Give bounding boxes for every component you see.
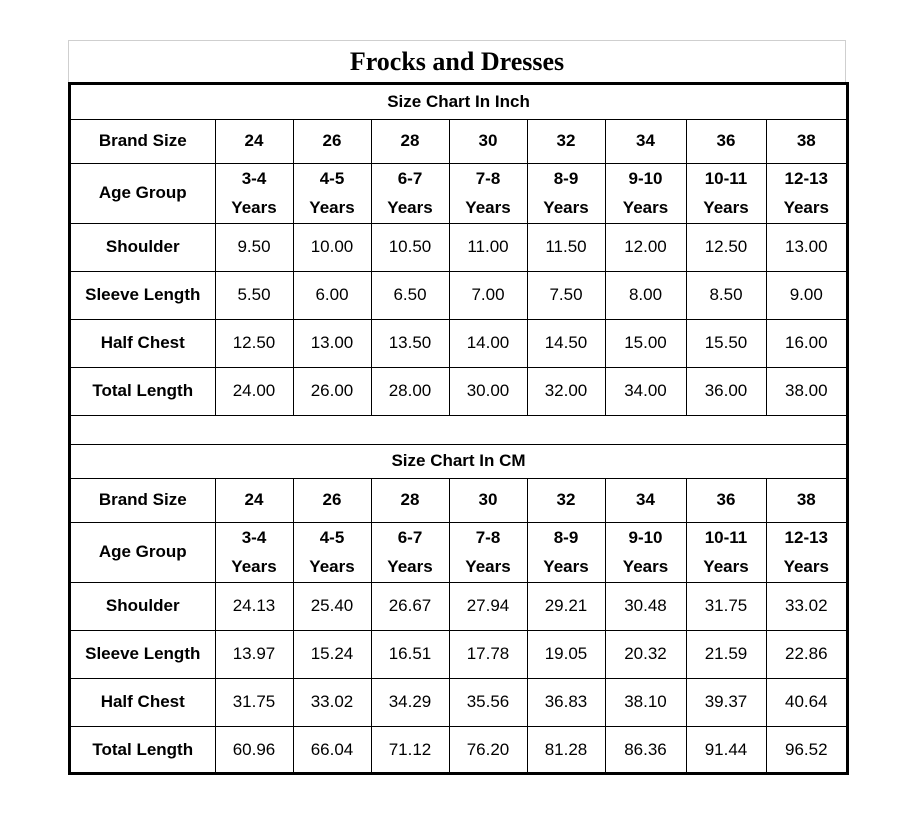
row-label-age-group: Age Group [71,163,215,223]
brand-size-cell: 32 [527,119,605,163]
measurement-cell: 12.50 [686,223,766,271]
age-range: 6-7 [397,528,423,547]
measurement-cell: 39.37 [686,678,766,726]
age-unit: Years [465,198,511,217]
size-chart-frame [68,82,849,775]
measurement-cell: 7.00 [449,271,527,319]
measurement-cell: 21.59 [686,630,766,678]
brand-size-cell: 30 [449,119,527,163]
measurement-cell: 26.00 [293,367,371,415]
measurement-cell: 36.00 [686,367,766,415]
measurement-cell: 10.00 [293,223,371,271]
measurement-cell: 38.10 [605,678,686,726]
brand-size-cell: 34 [605,119,686,163]
measurement-row-total-length [71,726,846,774]
age-unit: Years [703,198,749,217]
brand-size-cell: 30 [449,478,527,522]
measurement-cell: 12.50 [215,319,293,367]
age-unit: Years [465,557,511,576]
age-unit: Years [783,198,829,217]
age-range: 10-11 [704,169,748,188]
age-group-cell [293,522,371,582]
measurement-row-half-chest [71,319,846,367]
brand-size-cell: 26 [293,478,371,522]
age-group-row [71,522,846,582]
measurement-cell: 19.05 [527,630,605,678]
row-label-brand-size: Brand Size [71,478,215,522]
measurement-cell: 30.00 [449,367,527,415]
size-chart-table [71,85,846,774]
measurement-cell: 34.00 [605,367,686,415]
measurement-cell: 33.02 [766,582,846,630]
age-range: 4-5 [319,528,345,547]
row-label-brand-size: Brand Size [71,119,215,163]
row-label-half-chest: Half Chest [71,678,215,726]
measurement-cell: 17.78 [449,630,527,678]
measurement-cell: 81.28 [527,726,605,774]
age-unit: Years [309,198,355,217]
age-group-cell [766,163,846,223]
measurement-cell: 29.21 [527,582,605,630]
brand-size-cell: 34 [605,478,686,522]
measurement-cell: 7.50 [527,271,605,319]
age-range: 9-10 [628,169,663,188]
measurement-cell: 96.52 [766,726,846,774]
measurement-cell: 36.83 [527,678,605,726]
chart-title: Frocks and Dresses [349,46,565,76]
measurement-cell: 25.40 [293,582,371,630]
row-label-shoulder: Shoulder [71,582,215,630]
measurement-cell: 12.00 [605,223,686,271]
brand-size-cell: 36 [686,478,766,522]
row-label-half-chest: Half Chest [71,319,215,367]
age-range: 12-13 [784,528,829,547]
measurement-cell: 86.36 [605,726,686,774]
measurement-cell: 14.50 [527,319,605,367]
age-group-cell [371,163,449,223]
age-group-cell [527,163,605,223]
measurement-cell: 11.00 [449,223,527,271]
measurement-cell: 38.00 [766,367,846,415]
age-unit: Years [703,557,749,576]
measurement-cell: 9.50 [215,223,293,271]
measurement-cell: 13.50 [371,319,449,367]
brand-size-cell: 28 [371,478,449,522]
measurement-cell: 5.50 [215,271,293,319]
age-group-cell [215,522,293,582]
chart-title-box [68,40,846,82]
section-spacer-row [71,415,846,444]
age-unit: Years [387,557,433,576]
measurement-row-sleeve-length [71,630,846,678]
age-group-cell [605,163,686,223]
measurement-cell: 20.32 [605,630,686,678]
age-unit: Years [783,557,829,576]
age-group-cell [293,163,371,223]
measurement-cell: 28.00 [371,367,449,415]
measurement-cell: 35.56 [449,678,527,726]
measurement-cell: 24.13 [215,582,293,630]
measurement-cell: 14.00 [449,319,527,367]
measurement-cell: 22.86 [766,630,846,678]
measurement-cell: 26.67 [371,582,449,630]
measurement-cell: 15.00 [605,319,686,367]
section-heading-row-inch [71,85,846,119]
age-group-cell [527,522,605,582]
brand-size-cell: 24 [215,119,293,163]
measurement-cell: 6.50 [371,271,449,319]
measurement-cell: 91.44 [686,726,766,774]
age-range: 8-9 [553,169,579,188]
age-unit: Years [543,557,589,576]
measurement-cell: 71.12 [371,726,449,774]
measurement-row-half-chest [71,678,846,726]
brand-size-row [71,478,846,522]
section-heading: Size Chart In CM [71,444,846,478]
measurement-cell: 60.96 [215,726,293,774]
age-group-cell [686,163,766,223]
measurement-cell: 34.29 [371,678,449,726]
measurement-cell: 33.02 [293,678,371,726]
measurement-row-sleeve-length [71,271,846,319]
measurement-cell: 13.00 [766,223,846,271]
age-unit: Years [622,557,669,576]
spacer-cell [71,415,846,444]
age-range: 9-10 [628,528,663,547]
measurement-row-shoulder [71,582,846,630]
age-group-cell [449,522,527,582]
measurement-cell: 15.50 [686,319,766,367]
measurement-cell: 6.00 [293,271,371,319]
brand-size-cell: 38 [766,478,846,522]
measurement-cell: 76.20 [449,726,527,774]
age-group-row [71,163,846,223]
section-heading: Size Chart In Inch [71,85,846,119]
measurement-cell: 30.48 [605,582,686,630]
age-group-cell [605,522,686,582]
age-group-cell [215,163,293,223]
measurement-cell: 10.50 [371,223,449,271]
brand-size-cell: 24 [215,478,293,522]
age-unit: Years [543,198,589,217]
brand-size-row [71,119,846,163]
age-range: 7-8 [475,528,501,547]
row-label-shoulder: Shoulder [71,223,215,271]
age-unit: Years [387,198,433,217]
measurement-cell: 13.97 [215,630,293,678]
row-label-sleeve-length: Sleeve Length [71,630,215,678]
age-range: 8-9 [553,528,579,547]
measurement-row-shoulder [71,223,846,271]
measurement-cell: 13.00 [293,319,371,367]
measurement-cell: 8.00 [605,271,686,319]
row-label-sleeve-length: Sleeve Length [71,271,215,319]
age-range: 4-5 [319,169,345,188]
brand-size-cell: 28 [371,119,449,163]
measurement-cell: 24.00 [215,367,293,415]
age-unit: Years [231,198,277,217]
measurement-cell: 11.50 [527,223,605,271]
age-unit: Years [309,557,355,576]
age-group-cell [766,522,846,582]
measurement-cell: 15.24 [293,630,371,678]
measurement-cell: 27.94 [449,582,527,630]
age-range: 6-7 [397,169,423,188]
brand-size-cell: 26 [293,119,371,163]
age-range: 7-8 [475,169,501,188]
row-label-age-group: Age Group [71,522,215,582]
age-range: 10-11 [704,528,748,547]
age-range: 3-4 [241,169,267,188]
measurement-cell: 16.00 [766,319,846,367]
age-group-cell [686,522,766,582]
section-heading-row-cm [71,444,846,478]
row-label-total-length: Total Length [71,726,215,774]
measurement-cell: 8.50 [686,271,766,319]
age-unit: Years [231,557,277,576]
age-range: 12-13 [784,169,829,188]
brand-size-cell: 38 [766,119,846,163]
brand-size-cell: 32 [527,478,605,522]
measurement-cell: 66.04 [293,726,371,774]
measurement-cell: 32.00 [527,367,605,415]
age-range: 3-4 [241,528,267,547]
measurement-cell: 16.51 [371,630,449,678]
age-group-cell [449,163,527,223]
brand-size-cell: 36 [686,119,766,163]
measurement-row-total-length [71,367,846,415]
measurement-cell: 40.64 [766,678,846,726]
measurement-cell: 31.75 [215,678,293,726]
measurement-cell: 9.00 [766,271,846,319]
row-label-total-length: Total Length [71,367,215,415]
measurement-cell: 31.75 [686,582,766,630]
age-group-cell [371,522,449,582]
age-unit: Years [622,198,669,217]
